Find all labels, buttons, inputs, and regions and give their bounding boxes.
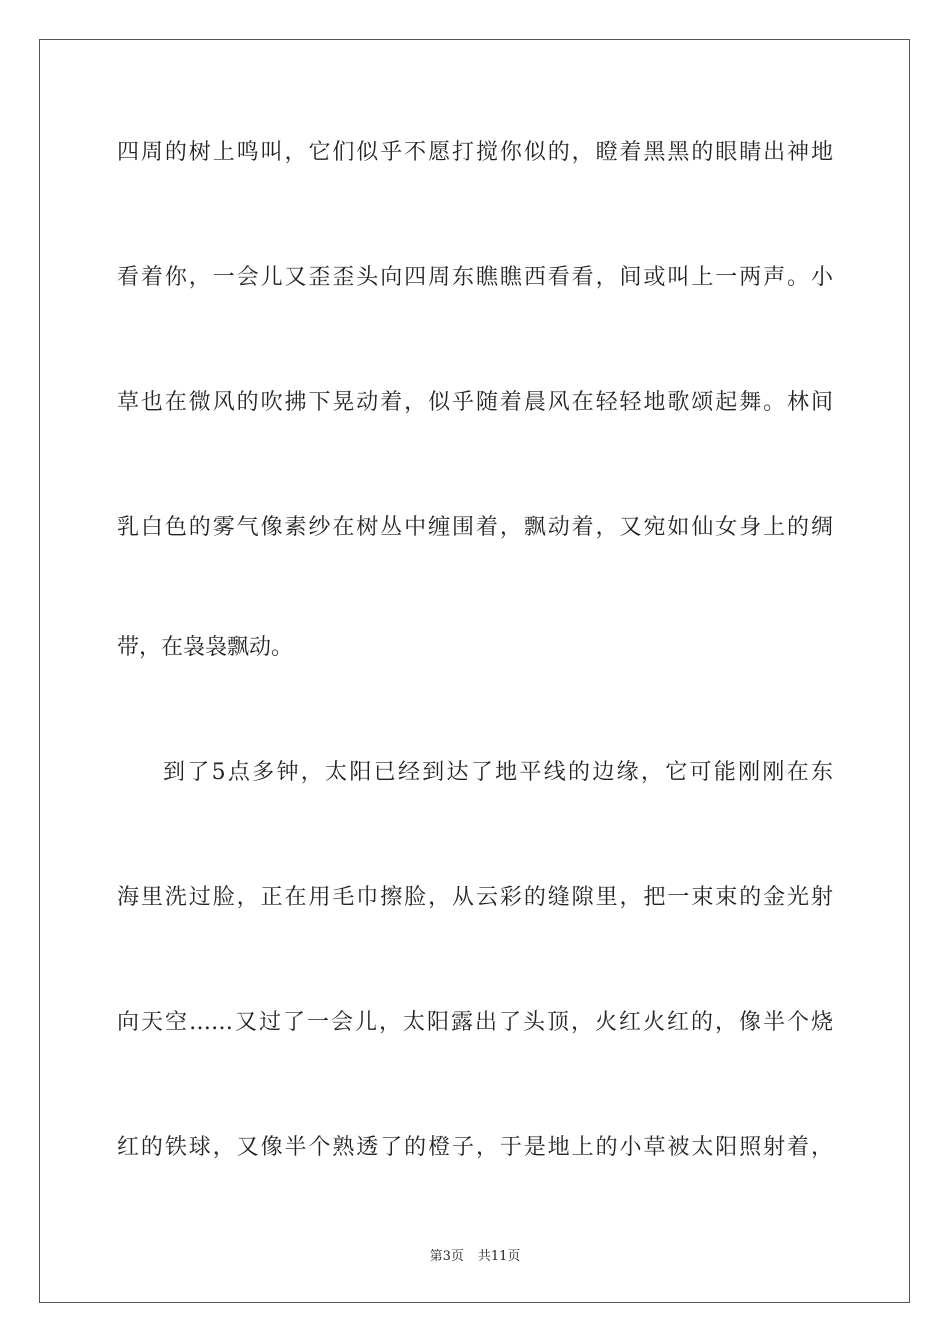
paragraph-line: 草也在微风的吹拂下晃动着，似乎随着晨风在轻轻地歌颂起舞。林间: [117, 390, 833, 415]
paragraph-line: 看着你，一会儿又歪歪头向四周东瞧瞧西看看，间或叫上一两声。小: [117, 265, 833, 290]
paragraph-line: 向天空……又过了一会儿，太阳露出了头顶，火红火红的，像半个烧: [117, 1010, 833, 1035]
total-pages: 共11页: [477, 1249, 521, 1264]
page-footer: [0, 1247, 950, 1267]
paragraph-line: 海里洗过脸，正在用毛巾擦脸，从云彩的缝隙里，把一束束的金光射: [117, 885, 833, 910]
paragraph-line: 到了5点多钟，太阳已经到达了地平线的边缘，它可能刚刚在东: [163, 760, 833, 785]
paragraph-line: 红的铁球，又像半个熟透了的橙子，于是地上的小草被太阳照射着，: [117, 1135, 833, 1160]
paragraph-line: 带，在袅袅飘动。: [117, 635, 294, 660]
paragraph-line: 乳白色的雾气像素纱在树丛中缠围着，飘动着，又宛如仙女身上的绸: [117, 515, 833, 540]
page-border: [39, 39, 910, 1303]
page-number: 第3页: [429, 1249, 464, 1264]
paragraph-line: 四周的树上鸣叫，它们似乎不愿打搅你似的，瞪着黑黑的眼睛出神地: [117, 140, 833, 165]
